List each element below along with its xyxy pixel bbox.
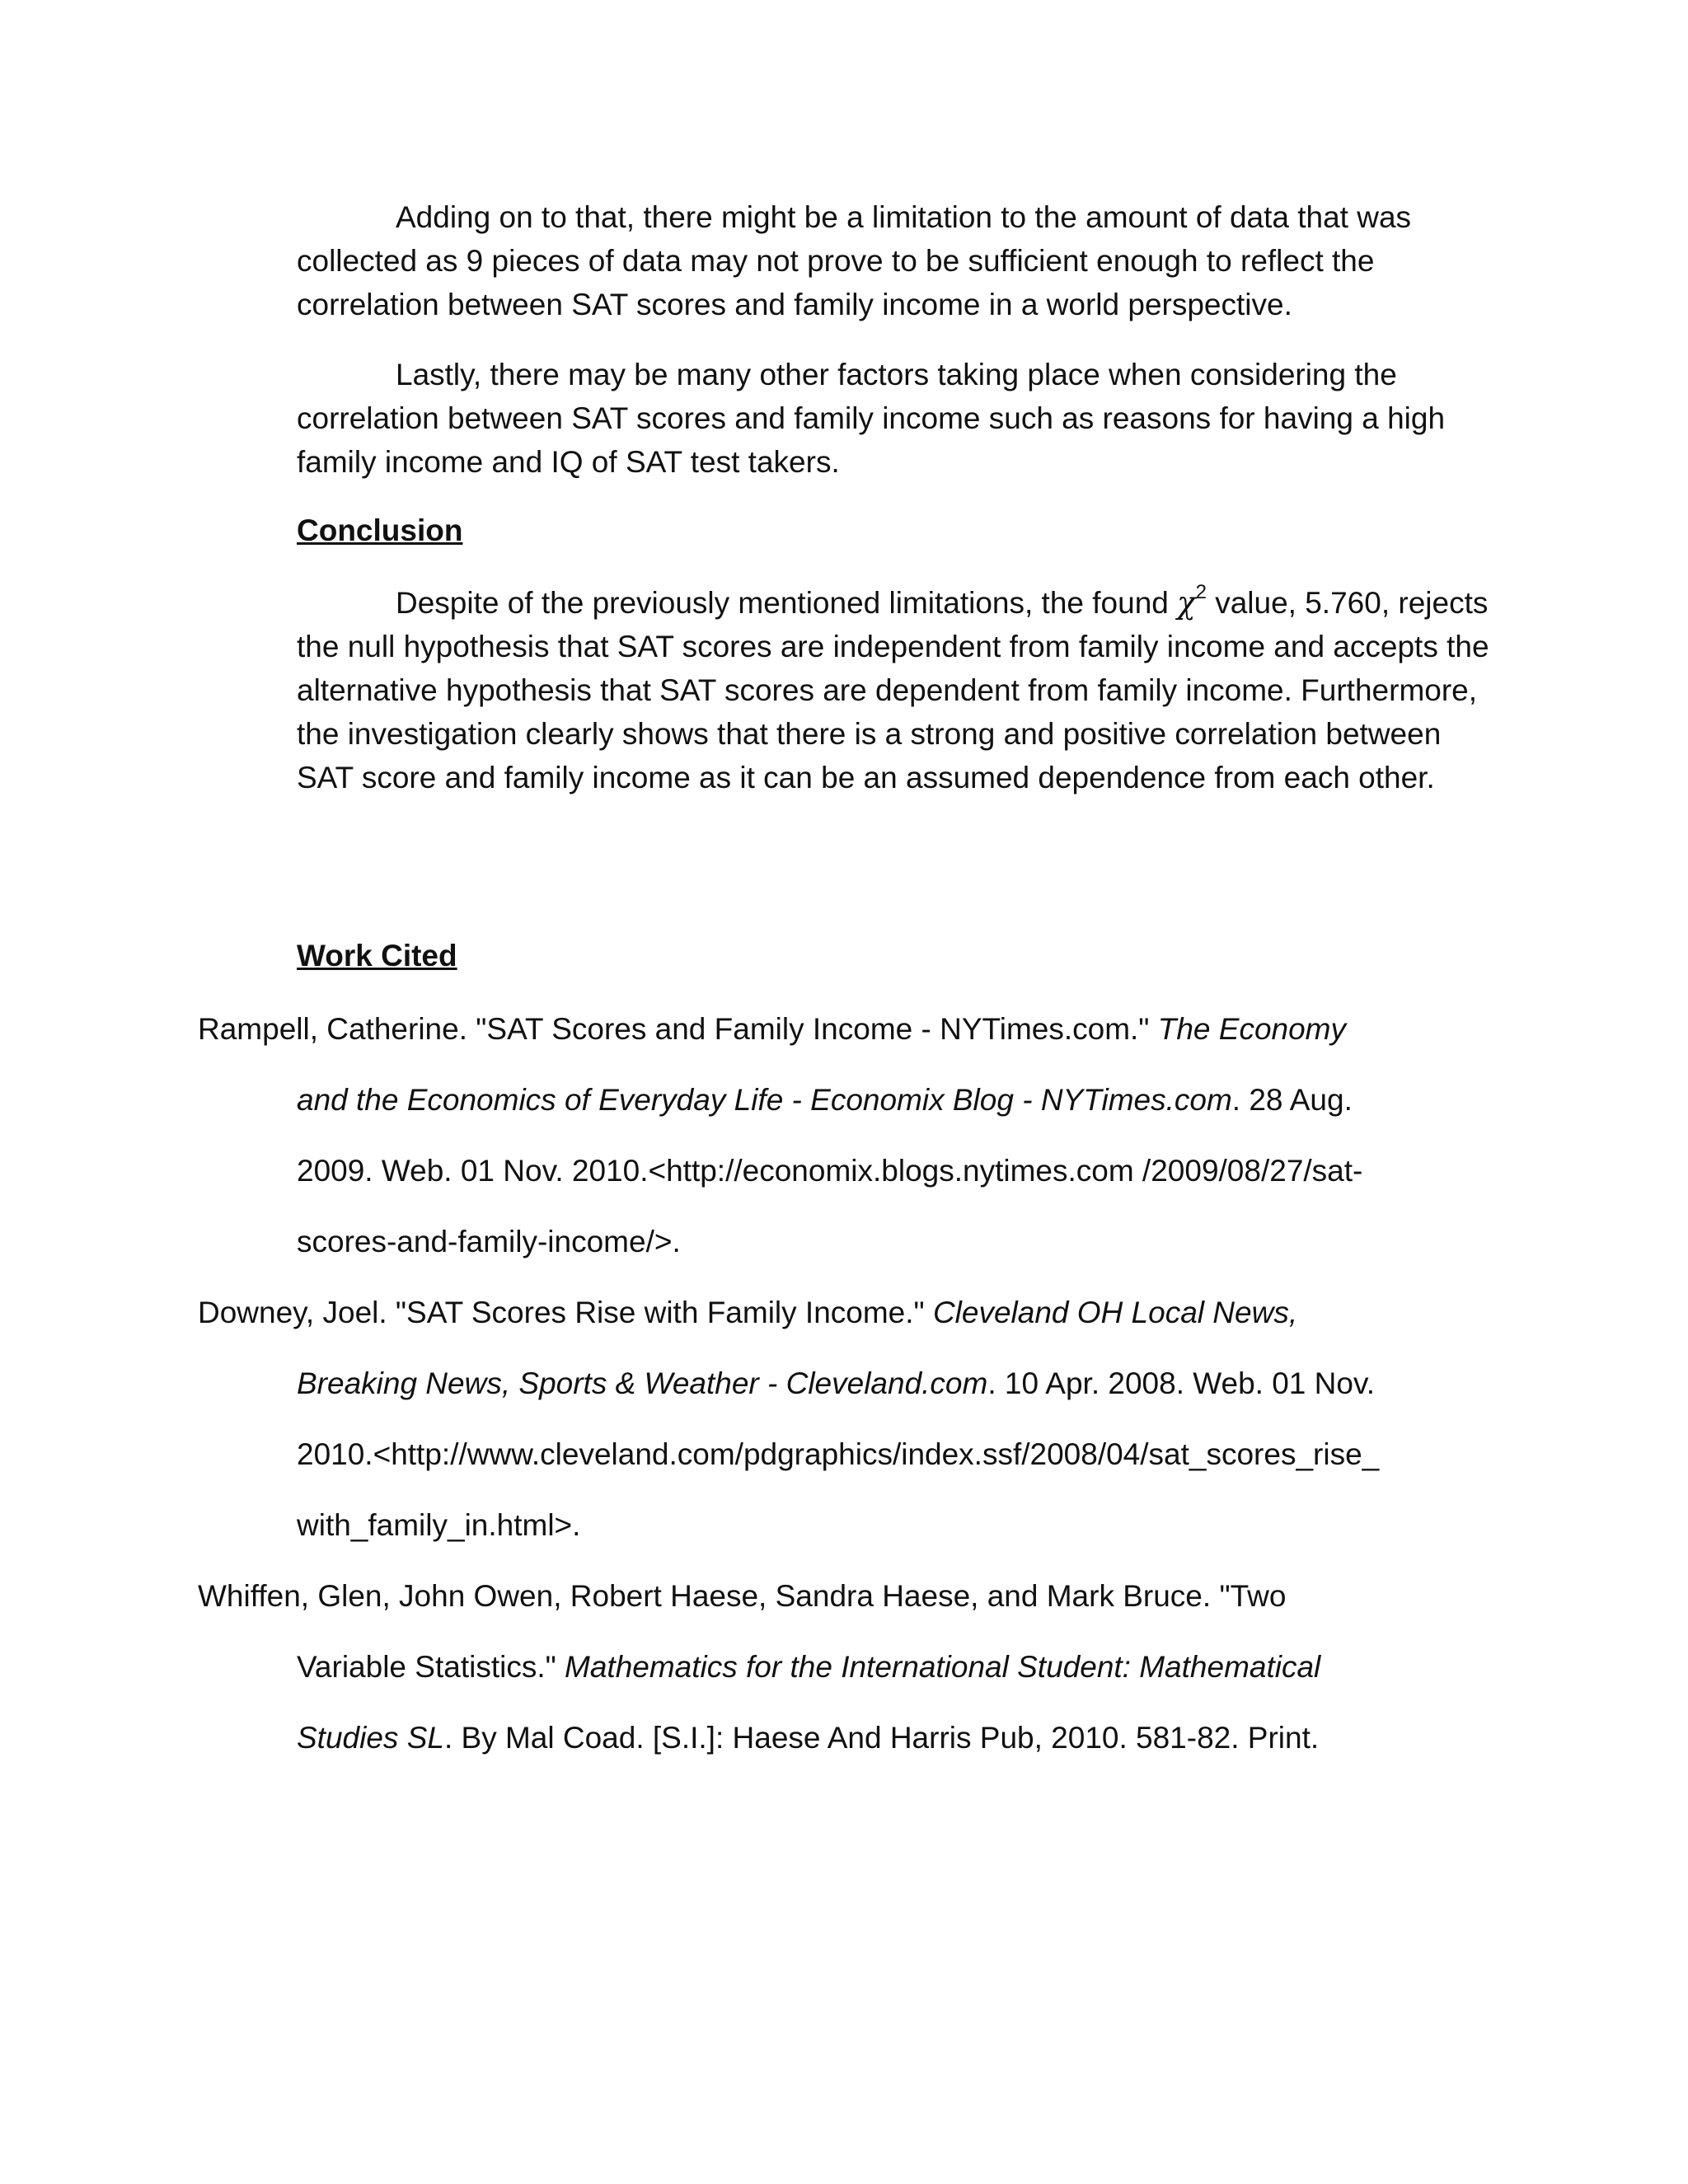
conclusion-paragraph [297, 581, 1492, 799]
reference-2-line-4: with_family_in.html>. [297, 1508, 581, 1542]
work-cited-heading: Work Cited [297, 939, 457, 972]
paragraph-text [297, 581, 1492, 799]
reference-2-line-1: Downey, Joel. "SAT Scores Rise with Family Income." Cleveland OH Local News, [198, 1296, 1298, 1329]
paragraph-text: Adding on to that, there might be a limitation to the amount of data that was collected as 9 pieces of data may not prove to be sufficient enough to reflect the correlation between SAT scores and family income in a world perspective. [297, 200, 1412, 321]
reference-3-line-2: Variable Statistics." Mathematics for the International Student: Mathematical [297, 1650, 1321, 1684]
body-paragraph-data-limitation [297, 195, 1492, 326]
reference-1-line-2: and the Economics of Everyday Life - Economix Blog - NYTimes.com. 28 Aug. [297, 1083, 1353, 1117]
reference-2-line-2: Breaking News, Sports & Weather - Cleveland.com. 10 Apr. 2008. Web. 01 Nov. [297, 1366, 1375, 1400]
conclusion-heading: Conclusion [297, 513, 463, 547]
reference-1-line-3: 2009. Web. 01 Nov. 2010.<http://economix.blogs.nytimes.com /2009/08/27/sat- [297, 1154, 1363, 1188]
reference-1-line-4: scores-and-family-income/>. [297, 1225, 681, 1258]
reference-2-line-3: 2010.<http://www.cleveland.com/pdgraphics/index.ssf/2008/04/sat_scores_rise_ [297, 1437, 1380, 1471]
body-paragraph-other-factors [297, 353, 1492, 484]
chi-symbol: χ [1177, 585, 1196, 621]
reference-1-line-1: Rampell, Catherine. "SAT Scores and Family Income - NYTimes.com." The Economy [198, 1012, 1347, 1046]
chi-exponent: 2 [1195, 581, 1207, 603]
reference-3-line-3: Studies SL. By Mal Coad. [S.I.]: Haese And Harris Pub, 2010. 581-82. Print. [297, 1721, 1320, 1755]
paragraph-text: Lastly, there may be many other factors taking place when considering the correlation between SAT scores and family income such as reasons for having a high family income and IQ of SAT test takers. [297, 358, 1446, 479]
conclusion-text-start: Despite of the previously mentioned limitations, the found [396, 586, 1178, 620]
conclusion-text-end: value, 5.760, rejects the null hypothesis that SAT scores are independent from family income and accepts the alternative hypothesis that SAT scores are dependent from family income. Furthermore, the investigation clearly shows that there is a strong and positive correlation between SAT score and family income as it can be an assumed dependence from each other. [297, 586, 1489, 794]
reference-3-line-1: Whiffen, Glen, John Owen, Robert Haese, Sandra Haese, and Mark Bruce. "Two [198, 1579, 1287, 1613]
